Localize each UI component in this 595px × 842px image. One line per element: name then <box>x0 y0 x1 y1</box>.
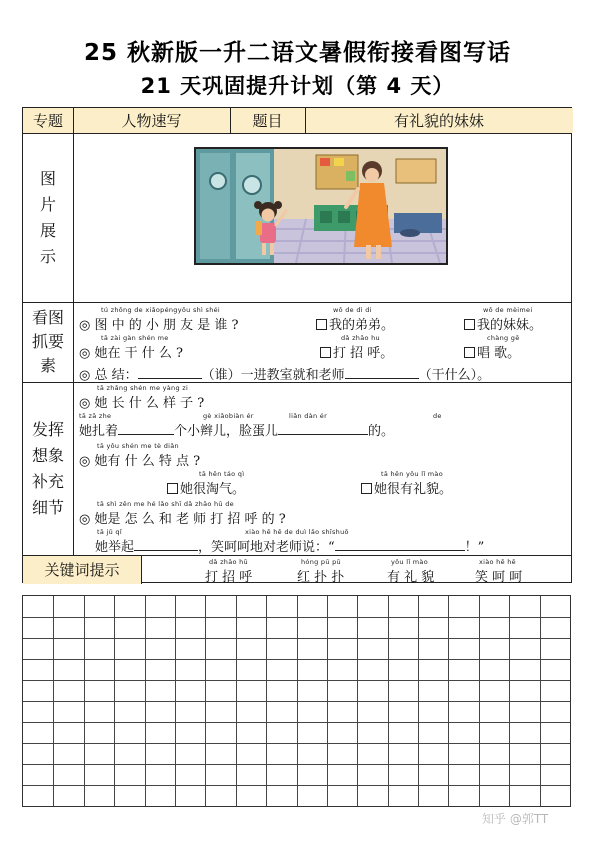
section-label-picture: 图 片 展 示 <box>39 168 56 266</box>
q2-opt2-pinyin: chàng gē <box>487 334 520 342</box>
question-how-greet: ◎ 她是 怎 么 和 老 师 打 招 呼 的 ? <box>79 512 286 527</box>
iq2-opt1-pinyin: tā hěn táo qì <box>199 470 245 478</box>
question-who: ◎ 图 中 的 小 朋 友 是 谁 ? <box>79 318 239 333</box>
answer-greet-sentence: 她举起 ，笑呵呵地对老师说：“ ！” <box>95 540 485 555</box>
topic-label: 专题 <box>32 112 63 130</box>
classroom-scene-image <box>196 149 446 263</box>
q2-opt1-pinyin: dǎ zhāo hu <box>341 334 380 342</box>
question-doing: ◎ 她在 干 什 么 ? <box>79 346 183 361</box>
a1-pinyin-2: gè xiǎobiàn ér <box>203 412 254 420</box>
summary-blank-who[interactable] <box>138 366 202 379</box>
grid-row-line <box>23 722 570 723</box>
grid-row-line <box>23 680 570 681</box>
iq2-pinyin: tā yǒu shén me tè diǎn <box>97 442 179 450</box>
grid-row-line <box>23 743 570 744</box>
option-naughty[interactable]: 她很淘气。 <box>167 478 245 497</box>
checkbox-icon[interactable] <box>316 319 327 330</box>
q1-opt2-pinyin: wǒ de mèimei <box>483 306 533 314</box>
option-polite[interactable]: 她很有礼貌。 <box>361 478 452 497</box>
option-greet[interactable]: 打 招 呼。 <box>320 342 393 361</box>
question-trait: ◎ 她有 什 么 特 点 ? <box>79 454 201 469</box>
blank-said[interactable] <box>335 538 465 551</box>
checkbox-icon[interactable] <box>464 347 475 358</box>
topic-value: 人物速写 <box>121 112 182 130</box>
q1-pinyin: tú zhōng de xiǎopéngyǒu shì shéi <box>101 306 221 314</box>
section-label-observe: 看图 抓要 素 <box>31 308 64 375</box>
grid-row-line <box>23 617 570 618</box>
grid-row-line <box>23 701 570 702</box>
worksheet-table <box>22 107 572 583</box>
blank-cheeks[interactable] <box>278 422 368 435</box>
summary-blank-what[interactable] <box>345 366 419 379</box>
checkbox-icon[interactable] <box>464 319 475 330</box>
a1-pinyin-3: liǎn dàn ér <box>289 412 328 420</box>
keyword-2-pinyin: hóng pū pū <box>301 558 341 566</box>
option-brother[interactable]: 我的弟弟。 <box>316 314 394 333</box>
section-label-imagine: 发挥 想象 补充 细节 <box>31 419 64 517</box>
keyword-4: 笑 呵 呵 <box>475 570 523 585</box>
q2-pinyin: tā zài gàn shén me <box>101 334 169 342</box>
summary-sentence: ◎ 总 结： （谁）一进教室就和老师 （干什么）。 <box>79 368 491 383</box>
q1-opt1-pinyin: wǒ de dì di <box>333 306 372 314</box>
grid-row-line <box>23 764 570 765</box>
option-sing[interactable]: 唱 歌。 <box>464 342 520 361</box>
grid-row-line <box>23 785 570 786</box>
a1-pinyin-1: tā zā zhe <box>79 412 112 420</box>
blank-raised[interactable] <box>134 538 198 551</box>
grid-row-line <box>23 659 570 660</box>
writing-grid[interactable] <box>22 595 571 807</box>
a1-pinyin-4: de <box>433 412 442 420</box>
checkbox-icon[interactable] <box>167 483 178 494</box>
keyword-4-pinyin: xiào hē hē <box>479 558 516 566</box>
subject-value: 有礼貌的妹妹 <box>393 112 484 130</box>
keyword-3-pinyin: yǒu lǐ mào <box>391 558 428 566</box>
page-subtitle: 21 天巩固提升计划（第 4 天） <box>140 74 455 98</box>
keywords-label: 关键词提示 <box>44 561 120 579</box>
question-looks: ◎ 她 长 什 么 样 子 ? <box>79 396 205 411</box>
blank-braids[interactable] <box>118 422 174 435</box>
iq2-opt2-pinyin: tā hěn yǒu lǐ mào <box>381 470 443 478</box>
watermark: 知乎 @郭TT <box>482 812 549 826</box>
keyword-3: 有 礼 貌 <box>387 570 435 585</box>
keyword-1: 打 招 呼 <box>205 570 253 585</box>
grid-row-line <box>23 638 570 639</box>
answer-looks-sentence: 她扎着 个小辫儿，脸蛋儿 的。 <box>79 424 395 439</box>
option-sister[interactable]: 我的妹妹。 <box>464 314 542 333</box>
checkbox-icon[interactable] <box>320 347 331 358</box>
a3-pinyin-2: xiào hē hē de duì lǎo shīshuō <box>245 528 349 536</box>
a3-pinyin-1: tā jǔ qǐ <box>97 528 122 536</box>
page-title: 25 秋新版一升二语文暑假衔接看图写话 <box>83 40 511 66</box>
keyword-1-pinyin: dǎ zhāo hū <box>209 558 248 566</box>
iq3-pinyin: tā shì zěn me hé lǎo shī dǎ zhāo hū de <box>97 500 234 508</box>
checkbox-icon[interactable] <box>361 483 372 494</box>
classroom-illustration <box>194 147 448 265</box>
keyword-2: 红 扑 扑 <box>297 570 345 585</box>
subject-label: 题目 <box>252 112 283 130</box>
iq1-pinyin: tā zhǎng shén me yàng zi <box>97 384 189 392</box>
